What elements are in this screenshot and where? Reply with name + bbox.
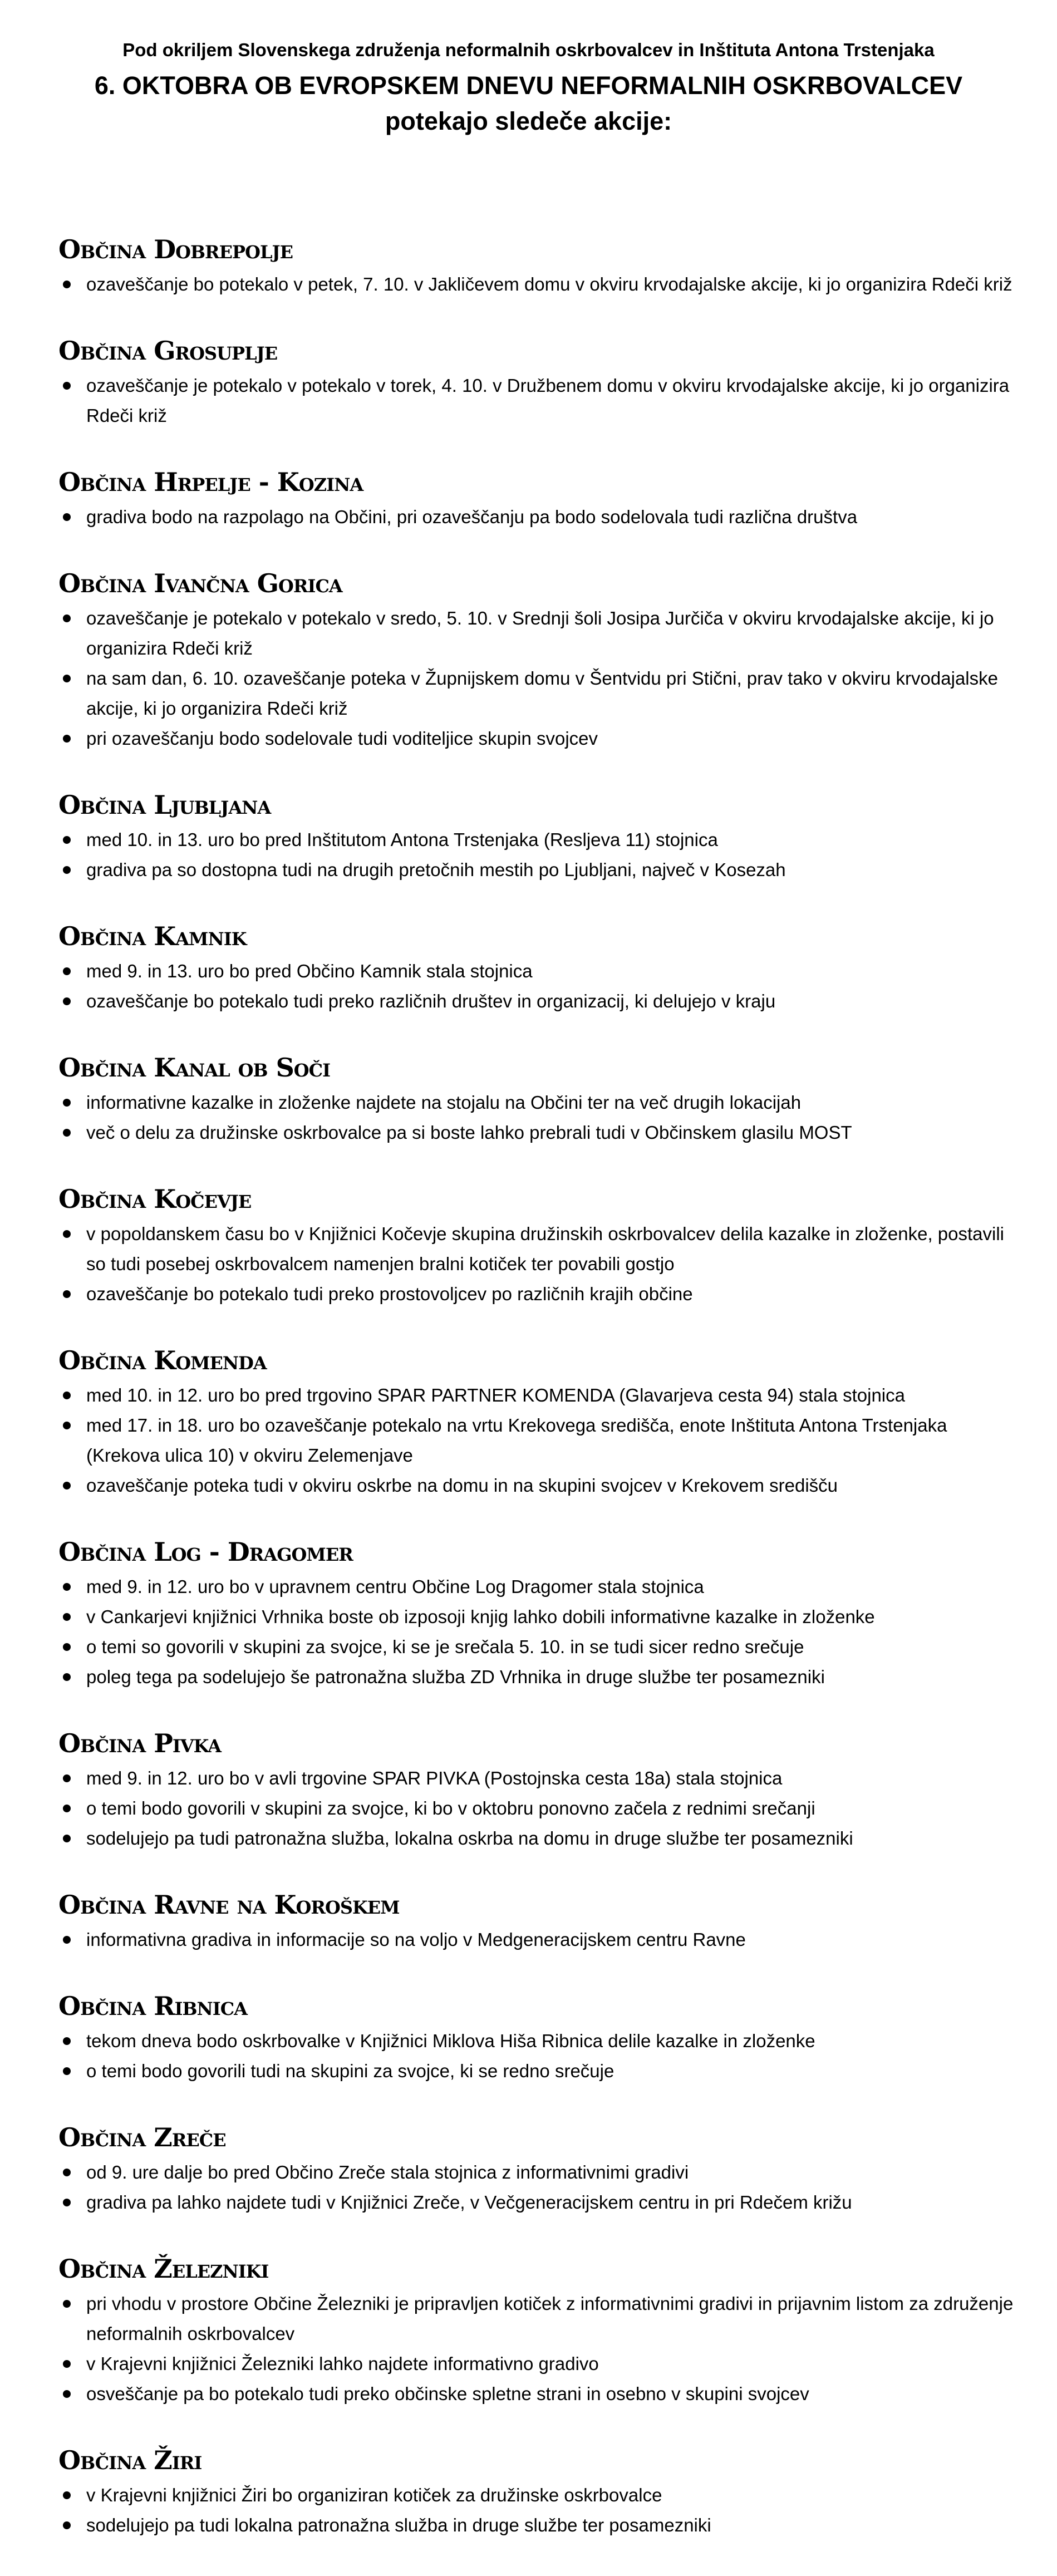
- municipality-title: Občina Komenda: [58, 1345, 267, 1375]
- activity-list: [58, 1763, 1024, 1854]
- list-item-text: poleg tega pa sodelujejo še patronažna služba ZD Vrhnika in druge službe ter posamezniki: [86, 1666, 825, 1687]
- activity-list: [58, 502, 1024, 532]
- list-item-text: med 17. in 18. uro bo ozaveščanje potekalo na vrtu Krekovega središča, enote Inštituta Antona Trstenjaka (Krekova ulica 10) v okviru Zelemenjave: [86, 1415, 947, 1466]
- bullet-icon: [63, 1482, 71, 1489]
- list-item-text: med 9. in 12. uro bo v upravnem centru Občine Log Dragomer stala stojnica: [86, 1576, 704, 1597]
- bullet-icon: [63, 2521, 71, 2529]
- municipality-title: Občina Zreče: [58, 2122, 226, 2152]
- list-item-text: ozaveščanje je potekalo v potekalo v torek, 4. 10. v Družbenem domu v okviru krvodajalske akcije, ki jo organizira Rdeči križ: [86, 375, 1010, 426]
- list-item-text: pri ozaveščanju bodo sodelovale tudi voditeljice skupin svojcev: [86, 728, 598, 749]
- bullet-icon: [63, 1936, 71, 1944]
- bullet-icon: [63, 967, 71, 975]
- activity-list: [58, 1088, 1024, 1148]
- list-item-text: od 9. ure dalje bo pred Občino Zreče stala stojnica z informativnimi gradivi: [86, 2162, 689, 2182]
- activity-list: [58, 371, 1024, 431]
- list-item-text: sodelujejo pa tudi lokalna patronažna služba in druge službe ter posamezniki: [86, 2515, 711, 2535]
- list-item-text: o temi bodo govorili v skupini za svojce, ki bo v oktobru ponovno začela z rednimi srečanji: [86, 1798, 815, 1818]
- list-item-text: tekom dneva bodo oskrbovalke v Knjižnici Miklova Hiša Ribnica delile kazalke in zloženke: [86, 2031, 815, 2051]
- municipality-title: Občina Železniki: [58, 2254, 269, 2284]
- document-header: [0, 0, 1057, 139]
- list-item-text: v Krajevni knjižnici Železniki lahko najdete informativno gradivo: [86, 2353, 599, 2374]
- municipality-section: [58, 1183, 1024, 1309]
- municipality-section: [58, 1052, 1024, 1148]
- bullet-icon: [63, 513, 71, 521]
- list-item-text: v Krajevni knjižnici Žiri bo organiziran kotiček za družinske oskrbovalce: [86, 2485, 662, 2505]
- bullet-icon: [63, 1290, 71, 1298]
- list-item: [58, 1632, 1024, 1662]
- list-item-text: med 9. in 13. uro bo pred Občino Kamnik stala stojnica: [86, 961, 533, 981]
- list-item: [58, 1410, 1024, 1471]
- municipality-title: Občina Hrpelje - Kozina: [58, 467, 363, 497]
- municipality-section: [58, 2253, 1024, 2409]
- header-title: 6. OKTOBRA OB EVROPSKEM DNEVU NEFORMALNIH OSKRBOVALCEV: [94, 71, 963, 100]
- municipality-title: Občina Ljubljana: [58, 790, 271, 820]
- list-item: [58, 269, 1024, 299]
- activity-list: [58, 956, 1024, 1016]
- list-item: [58, 1763, 1024, 1793]
- list-item-text: med 9. in 12. uro bo v avli trgovine SPAR PIVKA (Postojnska cesta 18a) stala stojnica: [86, 1768, 783, 1788]
- bullet-icon: [63, 382, 71, 390]
- list-item: [58, 1088, 1024, 1118]
- list-item-text: ozaveščanje bo potekalo tudi preko prostovoljcev po različnih krajih občine: [86, 1284, 693, 1304]
- municipality-section: [58, 1728, 1024, 1854]
- bullet-icon: [63, 2037, 71, 2045]
- activity-list: [58, 1380, 1024, 1501]
- header-intro: Pod okriljem Slovenskega združenja neformalnih oskrbovalcev in Inštituta Antona Trstenjaka: [122, 40, 935, 60]
- list-item-text: o temi bodo govorili tudi na skupini za svojce, ki se redno srečuje: [86, 2061, 614, 2081]
- list-item-text: informativne kazalke in zloženke najdete na stojalu na Občini ter na več drugih lokacijah: [86, 1092, 802, 1113]
- bullet-icon: [63, 1129, 71, 1137]
- list-item: [58, 1118, 1024, 1148]
- list-item: [58, 502, 1024, 532]
- list-item: [58, 371, 1024, 431]
- bullet-icon: [63, 1583, 71, 1591]
- list-item-text: med 10. in 13. uro bo pred Inštitutom Antona Trstenjaka (Resljeva 11) stojnica: [86, 829, 718, 850]
- municipality-section: [58, 921, 1024, 1016]
- list-item-text: informativna gradiva in informacije so na voljo v Medgeneracijskem centru Ravne: [86, 1929, 746, 1950]
- municipality-section: [58, 234, 1024, 299]
- activity-list: [58, 1572, 1024, 1692]
- activity-list: [58, 603, 1024, 754]
- list-item: [58, 1602, 1024, 1632]
- municipality-title: Občina Ribnica: [58, 1991, 248, 2021]
- bullet-icon: [63, 2199, 71, 2206]
- list-item-text: ozaveščanje je potekalo v potekalo v sredo, 5. 10. v Srednji šoli Josipa Jurčiča v okviru krvodajalske akcije, ki jo organizira Rdeči križ: [86, 608, 994, 658]
- bullet-icon: [63, 1643, 71, 1651]
- municipality-section: [58, 1536, 1024, 1692]
- bullet-icon: [63, 1099, 71, 1107]
- bullet-icon: [63, 2390, 71, 2398]
- municipality-title: Občina Žiri: [58, 2445, 202, 2475]
- list-item: [58, 1471, 1024, 1501]
- activity-list: [58, 825, 1024, 885]
- list-item: [58, 1279, 1024, 1309]
- bullet-icon: [63, 281, 71, 288]
- bullet-icon: [63, 1774, 71, 1782]
- bullet-icon: [63, 614, 71, 622]
- list-item-text: o temi so govorili v skupini za svojce, ki se je srečala 5. 10. in se tudi sicer redno srečuje: [86, 1636, 804, 1657]
- municipality-list: [58, 234, 1024, 2576]
- list-item-text: v popoldanskem času bo v Knjižnici Kočevje skupina družinskih oskrbovalcev delila kazalke in zloženke, postavili so tudi posebej oskrbovalcem namenjen bralni kotiček ter povabili gostjo: [86, 1223, 1005, 1274]
- list-item: [58, 986, 1024, 1016]
- bullet-icon: [63, 866, 71, 874]
- municipality-title: Občina Log - Dragomer: [58, 1537, 353, 1567]
- bullet-icon: [63, 675, 71, 682]
- list-item: [58, 2289, 1024, 2349]
- bullet-icon: [63, 1422, 71, 1429]
- bullet-icon: [63, 2067, 71, 2075]
- municipality-title: Občina Ravne na Koroškem: [58, 1890, 400, 1920]
- list-item: [58, 2379, 1024, 2409]
- list-item: [58, 2187, 1024, 2218]
- list-item: [58, 825, 1024, 855]
- bullet-icon: [63, 1613, 71, 1621]
- header-subtitle: potekajo sledeče akcije:: [385, 107, 672, 135]
- municipality-title: Občina Kamnik: [58, 921, 247, 951]
- bullet-icon: [63, 1835, 71, 1842]
- municipality-title: Občina Grosuplje: [58, 336, 278, 366]
- municipality-title: Občina Dobrepolje: [58, 234, 293, 264]
- list-item-text: gradiva pa lahko najdete tudi v Knjižnici Zreče, v Večgeneracijskem centru in pri Rdečem križu: [86, 2192, 852, 2213]
- list-item: [58, 956, 1024, 986]
- activity-list: [58, 2289, 1024, 2409]
- list-item: [58, 1219, 1024, 1279]
- municipality-title: Občina Ivančna Gorica: [58, 568, 342, 598]
- list-item: [58, 2480, 1024, 2510]
- activity-list: [58, 2480, 1024, 2540]
- municipality-title: Občina Kočevje: [58, 1184, 252, 1214]
- list-item-text: ozaveščanje bo potekalo v petek, 7. 10. v Jakličevem domu v okviru krvodajalske akcije, ki jo organizira Rdeči križ: [86, 274, 1012, 294]
- bullet-icon: [63, 1230, 71, 1238]
- list-item-text: osveščanje pa bo potekalo tudi preko občinske spletne strani in osebno v skupini svojcev: [86, 2383, 809, 2404]
- bullet-icon: [63, 997, 71, 1005]
- list-item: [58, 1793, 1024, 1823]
- list-item-text: med 10. in 12. uro bo pred trgovino SPAR PARTNER KOMENDA (Glavarjeva cesta 94) stala stojnica: [86, 1385, 905, 1405]
- list-item: [58, 2349, 1024, 2379]
- municipality-title: Občina Kanal ob Soči: [58, 1053, 331, 1083]
- activity-list: [58, 1925, 1024, 1955]
- list-item-text: gradiva bodo na razpolago na Občini, pri ozaveščanju pa bodo sodelovala tudi različna društva: [86, 507, 858, 527]
- municipality-section: [58, 568, 1024, 754]
- municipality-section: [58, 789, 1024, 885]
- list-item: [58, 2157, 1024, 2187]
- list-item: [58, 1572, 1024, 1602]
- bullet-icon: [63, 1805, 71, 1812]
- list-item: [58, 603, 1024, 663]
- list-item: [58, 1925, 1024, 1955]
- municipality-title: Občina Pivka: [58, 1728, 221, 1758]
- municipality-section: [58, 1345, 1024, 1501]
- list-item: [58, 724, 1024, 754]
- bullet-icon: [63, 836, 71, 844]
- list-item-text: ozaveščanje bo potekalo tudi preko različnih društev in organizacij, ki delujejo v kraju: [86, 991, 776, 1011]
- activity-list: [58, 2157, 1024, 2218]
- list-item-text: pri vhodu v prostore Občine Železniki je pripravljen kotiček z informativnimi gradivi in prijavnim listom za združenje neformalnih oskrbovalcev: [86, 2293, 1014, 2344]
- list-item: [58, 1662, 1024, 1692]
- bullet-icon: [63, 735, 71, 743]
- bullet-icon: [63, 1673, 71, 1681]
- list-item-text: na sam dan, 6. 10. ozaveščanje poteka v Župnijskem domu v Šentvidu pri Stični, prav tako v okviru krvodajalske akcije, ki jo organizira Rdeči križ: [86, 668, 998, 719]
- list-item: [58, 2056, 1024, 2086]
- activity-list: [58, 2026, 1024, 2086]
- list-item: [58, 855, 1024, 885]
- municipality-section: [58, 466, 1024, 532]
- bullet-icon: [63, 2169, 71, 2176]
- activity-list: [58, 1219, 1024, 1309]
- municipality-section: [58, 2445, 1024, 2540]
- list-item-text: ozaveščanje poteka tudi v okviru oskrbe na domu in na skupini svojcev v Krekovem središču: [86, 1475, 838, 1496]
- municipality-section: [58, 1990, 1024, 2086]
- bullet-icon: [63, 2300, 71, 2308]
- municipality-section: [58, 1889, 1024, 1955]
- bullet-icon: [63, 2360, 71, 2368]
- list-item: [58, 1823, 1024, 1854]
- list-item-text: gradiva pa so dostopna tudi na drugih pretočnih mestih po Ljubljani, največ v Kosezah: [86, 859, 786, 880]
- list-item-text: več o delu za družinske oskrbovalce pa si boste lahko prebrali tudi v Občinskem glasilu MOST: [86, 1122, 852, 1143]
- list-item-text: sodelujejo pa tudi patronažna služba, lokalna oskrba na domu in druge službe ter posamezniki: [86, 1828, 853, 1849]
- list-item: [58, 2510, 1024, 2540]
- municipality-section: [58, 2122, 1024, 2218]
- list-item: [58, 2026, 1024, 2056]
- bullet-icon: [63, 2491, 71, 2499]
- list-item: [58, 1380, 1024, 1410]
- list-item: [58, 663, 1024, 724]
- municipality-section: [58, 335, 1024, 431]
- list-item-text: v Cankarjevi knjižnici Vrhnika boste ob izposoji knjig lahko dobili informativne kazalke in zloženke: [86, 1606, 875, 1627]
- activity-list: [58, 269, 1024, 299]
- bullet-icon: [63, 1392, 71, 1399]
